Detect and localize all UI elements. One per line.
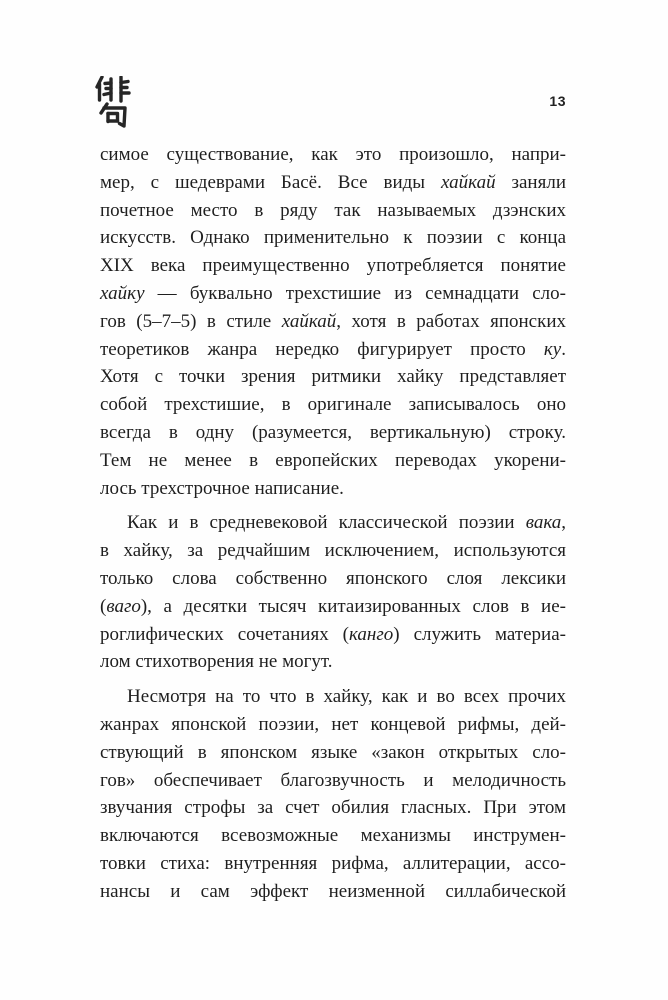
text-run: , — [561, 512, 566, 534]
text-run: роглифических сочетаниях ( — [100, 623, 350, 645]
text-line — [100, 363, 566, 391]
text-line — [100, 391, 566, 419]
text-run: лом стихотворения не могут. — [100, 651, 333, 673]
text-run: искусств. Однако применительно к поэзии с конца — [100, 227, 566, 249]
italic-term: вака — [525, 512, 562, 534]
text-run: XIX века преимущественно употребляется понятие — [100, 255, 566, 277]
page-number: 13 — [549, 93, 566, 109]
text-line — [100, 593, 566, 621]
text-run: только слова собственно японского слоя лексики — [100, 567, 566, 589]
text-run: ствующий в японском языке «закон открытых сло- — [100, 741, 566, 763]
text-line — [100, 509, 566, 537]
text-run: мер, с шедеврами Басё. Все виды — [100, 171, 441, 193]
text-run: почетное место в ряду так называемых дзэнских — [100, 199, 566, 221]
text-run: Как и в средневековой классической поэзии — [127, 512, 526, 534]
text-run: всегда в одну (разумеется, вертикальную) строку. — [100, 421, 566, 443]
text-run: ( — [100, 595, 107, 617]
italic-term: хайкай — [281, 310, 337, 332]
paragraph — [100, 683, 566, 905]
text-run: лось трехстрочное написание. — [100, 477, 344, 499]
text-line — [100, 197, 566, 225]
italic-term: ку — [543, 338, 562, 360]
text-run: Хотя с точки зрения ритмики хайку представляет — [100, 366, 566, 388]
text-line — [100, 739, 566, 767]
text-run: — буквально трехстишие из семнадцати сло- — [144, 282, 566, 304]
text-run: собой трехстишие, в оригинале записывалось оно — [100, 394, 566, 416]
paragraph — [100, 141, 566, 502]
text-line — [100, 565, 566, 593]
italic-term: канго — [349, 623, 394, 645]
text-run: включаются всевозможные механизмы инструмен- — [100, 825, 566, 847]
text-line — [100, 475, 566, 503]
text-line — [100, 419, 566, 447]
text-run: симое существование, как это произошло, напри- — [100, 144, 566, 165]
text-run: заняли — [495, 171, 566, 193]
text-line — [100, 794, 566, 822]
text-run: звучания строфы за счет обилия гласных. При этом — [100, 797, 566, 819]
text-line — [100, 822, 566, 850]
text-line — [100, 683, 566, 711]
italic-term: хайку — [100, 282, 145, 304]
text-line — [100, 537, 566, 565]
text-line — [100, 224, 566, 252]
text-line — [100, 447, 566, 475]
text-run: теоретиков жанра нередко фигурирует просто — [100, 338, 544, 360]
text-run: нансы и сам эффект неизменной силлабической — [100, 880, 566, 902]
text-run: ) служить материа- — [393, 623, 566, 645]
text-line — [100, 308, 566, 336]
text-run: гов (5–7–5) в стиле — [100, 310, 282, 332]
text-run: гов» обеспечивает благозвучность и мелодичность — [100, 769, 566, 791]
text-run: , хотя в работах японских — [336, 310, 566, 332]
text-line — [100, 336, 566, 364]
text-run: Тем не менее в европейских переводах укорени- — [100, 449, 566, 471]
text-run: жанрах японской поэзии, нет концевой рифмы, дей- — [100, 713, 566, 735]
haiku-kanji-logo-icon — [94, 76, 134, 130]
text-line — [100, 648, 566, 676]
text-line — [100, 711, 566, 739]
text-run: Несмотря на то что в хайку, как и во всех прочих — [127, 686, 566, 708]
text-line — [100, 141, 566, 169]
text-line — [100, 878, 566, 906]
text-line — [100, 169, 566, 197]
italic-term: ваго — [106, 595, 141, 617]
body-text — [100, 141, 566, 906]
text-run: товки стиха: внутренняя рифма, аллитерации, ассо- — [100, 852, 566, 874]
text-run: . — [561, 338, 566, 360]
text-line — [100, 850, 566, 878]
text-run: в хайку, за редчайшим исключением, используются — [100, 540, 566, 562]
text-line — [100, 252, 566, 280]
text-line — [100, 280, 566, 308]
text-line — [100, 621, 566, 649]
paragraph — [100, 509, 566, 676]
text-line — [100, 767, 566, 795]
text-run: ), а десятки тысяч китаизированных слов в ие- — [140, 595, 566, 617]
italic-term: хайкай — [440, 171, 496, 193]
